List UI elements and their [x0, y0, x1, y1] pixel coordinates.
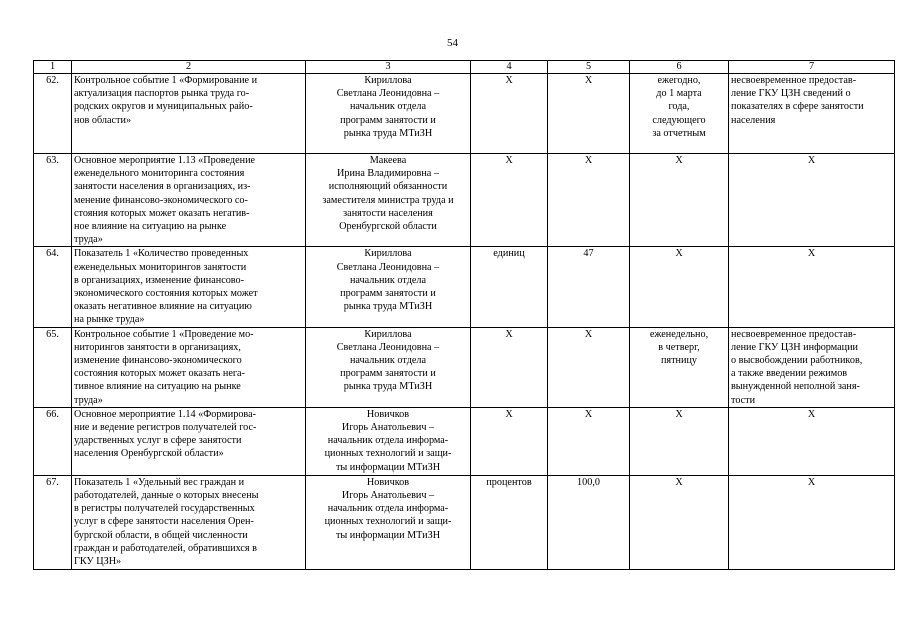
table-row [34, 407, 895, 475]
event-description-cell [72, 247, 306, 327]
cell-line: ние и ведение регистров получателей гос- [74, 422, 257, 434]
cell-line: Х [807, 155, 816, 166]
cell-line: Х [675, 155, 683, 166]
cell-line: граждан и работодателей, обратившихся в [74, 542, 257, 554]
cell-line: Показатель 1 «Количество проведенных [74, 248, 249, 260]
header-row [34, 61, 895, 74]
cell-line: тивное влияние на ситуацию на рынке [74, 381, 241, 393]
cell-line: населения [731, 114, 776, 126]
row-number-cell: 67. [34, 475, 72, 569]
cell-line: несвоевременное предостав- [731, 75, 857, 86]
cell-line: программ занятости и [340, 288, 436, 300]
cell-line: услуг в сфере занятости населения Орен- [74, 516, 254, 528]
cell-line: начальник отдела [349, 355, 427, 367]
cell-line: Игорь Анатольевич – [341, 490, 435, 502]
cell-line: Х [675, 476, 683, 488]
event-description-cell [72, 475, 306, 569]
cell-line: начальник отдела [349, 101, 427, 113]
table-row [34, 327, 895, 407]
cell-line: в четверг, [658, 341, 700, 353]
value-cell: Х [548, 74, 630, 154]
cell-line: населения Оренбургской области» [74, 448, 224, 460]
value-cell: 47 [548, 247, 630, 327]
cell-line: еженедельно, [649, 328, 709, 340]
cell-line: Х [807, 248, 816, 260]
row-number-cell: 65. [34, 327, 72, 407]
deadline-cell [630, 407, 729, 475]
cell-line: состояния которых может оказать нега- [74, 368, 245, 380]
cell-line: Показатель 1 «Удельный вес граждан и [74, 476, 245, 488]
event-description-cell [72, 407, 306, 475]
cell-line: стояния которых может оказать негатив- [74, 207, 250, 219]
event-description-cell [72, 154, 306, 247]
cell-line: нов области» [74, 114, 132, 126]
deadline-cell [630, 247, 729, 327]
table-row [34, 74, 895, 154]
cell-line: программ занятости и [340, 114, 436, 126]
cell-line: труда» [74, 394, 103, 406]
responsible-person-cell [306, 74, 471, 154]
value-cell: Х [548, 154, 630, 247]
row-number-cell: 63. [34, 154, 72, 247]
unit-cell: единиц [471, 247, 548, 327]
cell-line: пятницу [660, 355, 698, 367]
cell-line: Кириллова [364, 75, 412, 86]
cell-line: а также введении режимов [731, 368, 848, 380]
header-col-4: 4 [471, 61, 548, 74]
cell-line: Х [807, 408, 816, 420]
header-col-2: 2 [72, 61, 306, 74]
cell-line: Контрольное событие 1 «Формирование и [74, 75, 258, 86]
header-col-7: 7 [729, 61, 895, 74]
value-cell: Х [548, 327, 630, 407]
cell-line: Светлана Леонидовна – [336, 341, 440, 353]
cell-line: Основное мероприятие 1.14 «Формирова- [74, 408, 257, 420]
event-description-cell [72, 74, 306, 154]
table-row [34, 154, 895, 247]
cell-line: рынка труда МТиЗН [343, 381, 433, 393]
cell-line: начальник отдела информа- [327, 435, 449, 447]
unit-cell: процентов [471, 475, 548, 569]
cell-line: изменение финансово-экономического [74, 355, 242, 367]
page-number: 54 [447, 37, 458, 49]
responsible-person-cell [306, 327, 471, 407]
cell-line: Светлана Леонидовна – [336, 88, 440, 100]
cell-line: рынка труда МТиЗН [343, 301, 433, 313]
cell-line: ление ГКУ ЦЗН сведений о [731, 88, 851, 100]
cell-line: вынужденной неполной заня- [731, 381, 860, 393]
cell-line: в организациях, изменение финансово- [74, 274, 245, 286]
cell-line: программ занятости и [340, 368, 436, 380]
plan-table [33, 60, 895, 570]
cell-line: тости [731, 394, 756, 406]
risk-cell [729, 74, 895, 154]
cell-line: Основное мероприятие 1.13 «Проведение [74, 155, 256, 166]
cell-line: ударственных услуг в сфере занятости [74, 435, 242, 447]
header-col-3: 3 [306, 61, 471, 74]
cell-line: оказать негативное влияние на ситуацию [74, 301, 252, 313]
unit-cell: Х [471, 407, 548, 475]
cell-line: еженедельного мониторинга состояния [74, 168, 245, 180]
cell-line: Новичков [366, 408, 410, 420]
cell-line: Макеева [369, 155, 407, 166]
unit-cell: Х [471, 154, 548, 247]
cell-line: родских округов и муниципальных райо- [74, 101, 253, 113]
cell-line: года, [668, 101, 690, 113]
cell-line: следующего [652, 114, 706, 126]
cell-line: Х [675, 248, 683, 260]
cell-line: ное влияние на ситуацию на рынке [74, 221, 227, 233]
cell-line: Оренбургской области [339, 221, 437, 233]
row-number-cell: 62. [34, 74, 72, 154]
cell-line: заместителя министра труда и [322, 194, 454, 206]
responsible-person-cell [306, 407, 471, 475]
cell-line: ционных технологий и защи- [324, 516, 452, 528]
cell-line: начальник отдела информа- [327, 503, 449, 515]
cell-line: еженедельных мониторингов занятости [74, 261, 247, 273]
deadline-cell [630, 74, 729, 154]
cell-line: Светлана Леонидовна – [336, 261, 440, 273]
risk-cell [729, 247, 895, 327]
cell-line: актуализация паспортов рынка труда го- [74, 88, 250, 100]
risk-cell [729, 154, 895, 247]
cell-line: ниторингов занятости в организациях, [74, 341, 241, 353]
header-col-1: 1 [34, 61, 72, 74]
cell-line: Ирина Владимировна – [337, 168, 439, 180]
cell-line: менение финансово-экономического со- [74, 194, 248, 206]
cell-line: экономического состояния которых может [74, 288, 258, 300]
risk-cell [729, 475, 895, 569]
cell-line: несвоевременное предостав- [731, 328, 857, 340]
cell-line: работодателей, данные о которых внесены [74, 490, 259, 502]
responsible-person-cell [306, 475, 471, 569]
row-number-cell: 66. [34, 407, 72, 475]
row-number-cell: 64. [34, 247, 72, 327]
cell-line: ционных технологий и защи- [324, 448, 452, 460]
cell-line: Х [807, 476, 816, 488]
cell-line: Кириллова [364, 328, 412, 340]
deadline-cell [630, 475, 729, 569]
cell-line: Контрольное событие 1 «Проведение мо- [74, 328, 254, 340]
deadline-cell [630, 327, 729, 407]
cell-line: Новичков [366, 476, 410, 488]
responsible-person-cell [306, 247, 471, 327]
unit-cell: Х [471, 327, 548, 407]
cell-line: труда» [74, 234, 103, 246]
header-col-6: 6 [630, 61, 729, 74]
cell-line: бургской области, в общей численности [74, 529, 248, 541]
cell-line: занятости населения в организациях, из- [74, 181, 251, 193]
cell-line: ты информации МТиЗН [335, 461, 441, 473]
header-col-5: 5 [548, 61, 630, 74]
cell-line: рынка труда МТиЗН [343, 127, 433, 139]
cell-line: за отчетным [652, 127, 706, 139]
unit-cell: Х [471, 74, 548, 154]
event-description-cell [72, 327, 306, 407]
cell-line: ление ГКУ ЦЗН информации [731, 341, 858, 353]
cell-line: исполняющий обязанности [328, 181, 448, 193]
cell-line: ежегодно, [657, 75, 701, 86]
table-row [34, 475, 895, 569]
cell-line: Кириллова [364, 248, 412, 260]
cell-line: на рынке труда» [74, 314, 145, 326]
table-row [34, 247, 895, 327]
cell-line: ГКУ ЦЗН» [74, 556, 122, 568]
deadline-cell [630, 154, 729, 247]
cell-line: о высвобождении работников, [731, 355, 863, 367]
value-cell: Х [548, 407, 630, 475]
cell-line: начальник отдела [349, 274, 427, 286]
cell-line: занятости населения [343, 207, 433, 219]
responsible-person-cell [306, 154, 471, 247]
value-cell: 100,0 [548, 475, 630, 569]
risk-cell [729, 327, 895, 407]
risk-cell [729, 407, 895, 475]
cell-line: до 1 марта [656, 88, 702, 100]
cell-line: показателях в сфере занятости [731, 101, 864, 113]
cell-line: Игорь Анатольевич – [341, 422, 435, 434]
cell-line: Х [675, 408, 683, 420]
cell-line: в регистры получателей государственных [74, 503, 255, 515]
cell-line: ты информации МТиЗН [335, 529, 441, 541]
